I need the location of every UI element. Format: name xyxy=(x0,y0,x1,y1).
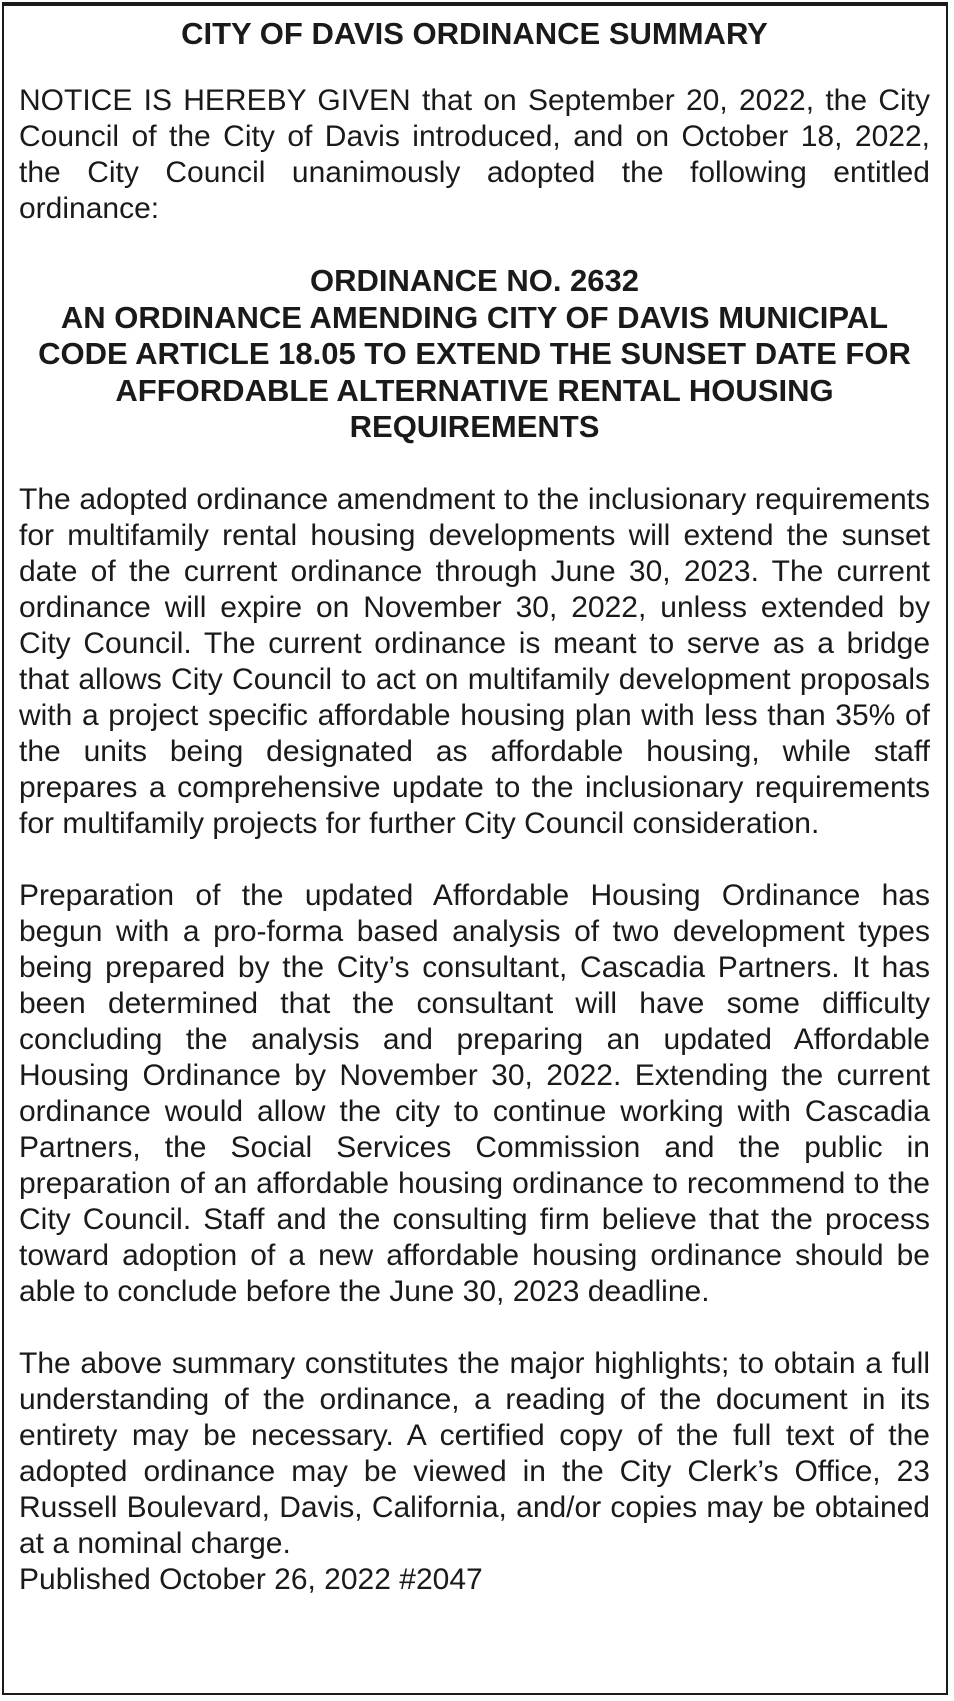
ordinance-number: ORDINANCE NO. 2632 xyxy=(309,263,640,298)
intro-paragraph: NOTICE IS HEREBY GIVEN that on September 20, 2022, the City Council of the City of Davis introduced, and on October 18, 2022, the City Council unanimously adopted the following entitled ordinance: xyxy=(19,84,930,225)
body-paragraph: The adopted ordinance amendment to the inclusionary requirements for multifamily rental housing developments will extend the sunset date of the current ordinance through June 30, 2023. The current ordinance will expire on November 30, 2022, unless extended by City Council. The current ordinance is meant to serve as a bridge that allows City Council to act on multifamily development proposals with a project specific affordable housing plan with less than 35% of the units being designated as affordable housing, while staff prepares a comprehensive update to the inclusionary requirements for multifamily projects for further City Council consideration. xyxy=(19,482,930,840)
ordinance-notice xyxy=(2,2,948,1695)
body-paragraph: The above summary constitutes the major highlights; to obtain a full understanding of the ordinance, a reading of the document in its entirety may be necessary. A certified copy of the full text of the adopted ordinance may be viewed in the City Clerk’s Office, 23 Russell Boulevard, Davis, California, and/or copies may be obtained at a nominal charge. xyxy=(19,1346,930,1560)
ordinance-title-block xyxy=(19,263,930,446)
body-paragraph: Preparation of the updated Affordable Housing Ordinance has begun with a pro-forma based analysis of two development types being prepared by the City’s consultant, Cascadia Partners. It has been determined that the consultant will have some difficulty concluding the analysis and preparing an updated Affordable Housing Ordinance by November 30, 2022. Extending the current ordinance would allow the city to continue working with Cascadia Partners, the Social Services Commission and the public in preparation of an affordable housing ordinance to recommend to the City Council. Staff and the consulting firm believe that the process toward adoption of a new affordable housing ordinance should be able to conclude before the June 30, 2023 deadline. xyxy=(19,878,930,1308)
ordinance-title: AN ORDINANCE AMENDING CITY OF DAVIS MUNICIPAL CODE ARTICLE 18.05 TO EXTEND THE SUNSET DATE FOR AFFORDABLE ALTERNATIVE RENTAL HOUSING REQUIREMENTS xyxy=(38,299,911,444)
notice-heading: CITY OF DAVIS ORDINANCE SUMMARY xyxy=(181,16,768,51)
publication-line: Published October 26, 2022 #2047 xyxy=(19,1562,483,1596)
